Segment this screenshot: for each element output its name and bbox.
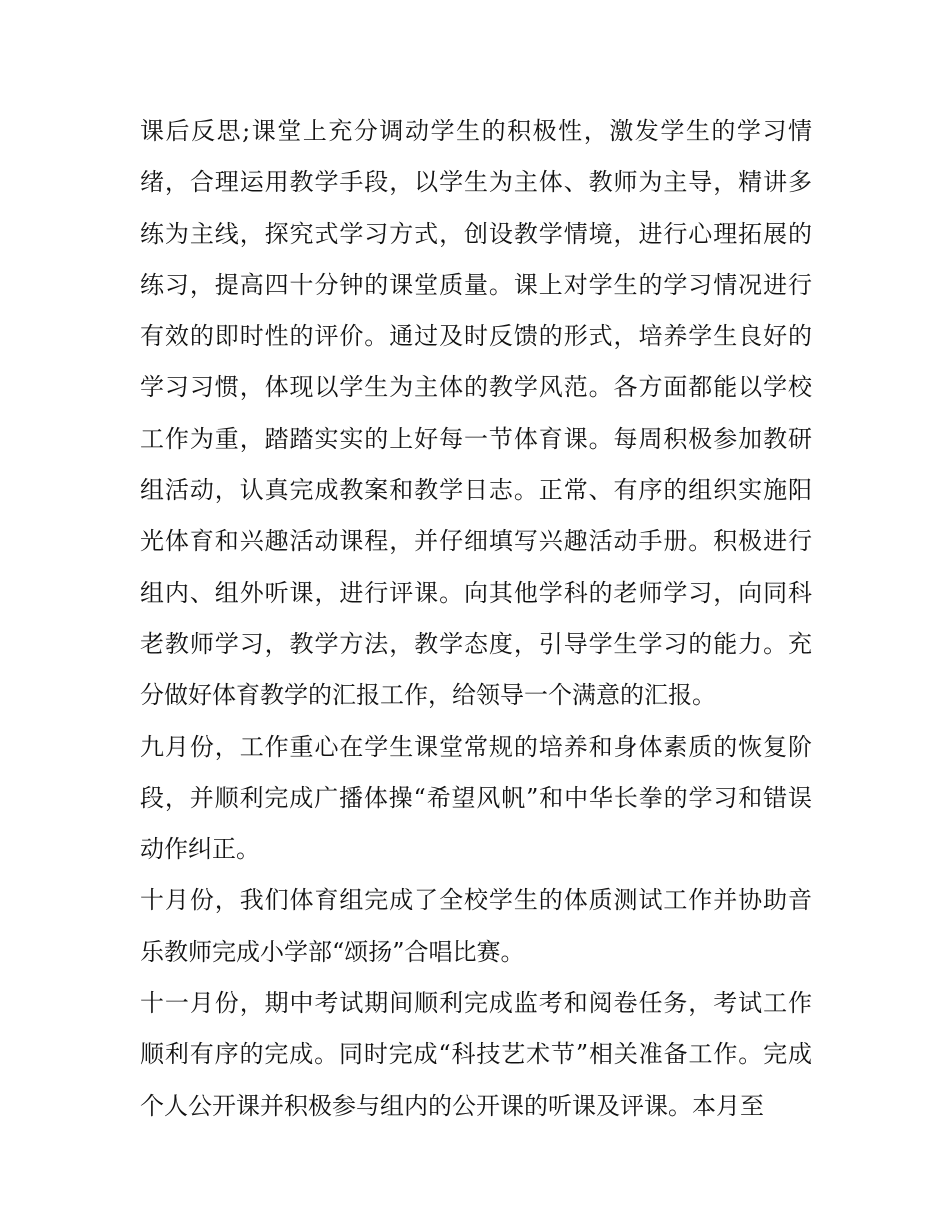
paragraph-reflection [140,106,812,722]
text-line: 顺利有序的完成。同时完成“科技艺术节”相关准备工作。完成 [140,1040,812,1069]
text-line: 十月份，我们体育组完成了全校学生的体质测试工作并协助音 [140,886,812,915]
text-line: 光体育和兴趣活动课程，并仔细填写兴趣活动手册。积极进行 [140,527,812,556]
text-line: 动作纠正。 [140,835,260,864]
paragraph-november [140,978,812,1132]
text-line: 十一月份，期中考试期间顺利完成监考和阅卷任务，考试工作 [140,989,812,1018]
text-line: 乐教师完成小学部“颂扬”合唱比赛。 [140,937,525,966]
text-line: 有效的即时性的评价。通过及时反馈的形式，培养学生良好的 [140,322,812,351]
text-line: 段，并顺利完成广播体操“希望风帆”和中华长拳的学习和错误 [140,783,812,812]
text-line: 工作为重，踏踏实实的上好每一节体育课。每周积极参加教研 [140,424,812,453]
paragraph-october [140,875,812,978]
text-line: 课后反思;课堂上充分调动学生的积极性，激发学生的学习情 [140,117,812,145]
text-line: 练为主线，探究式学习方式，创设教学情境，进行心理拓展的 [140,219,812,248]
text-line: 老教师学习，教学方法，教学态度，引导学生学习的能力。充 [140,629,812,658]
text-line: 组活动，认真完成教案和教学日志。正常、有序的组织实施阳 [140,476,812,505]
text-line: 九月份，工作重心在学生课堂常规的培养和身体素质的恢复阶 [140,732,812,761]
paragraph-september [140,722,812,876]
text-line: 组内、组外听课，进行评课。向其他学科的老师学习，向同科 [140,578,812,607]
document-body [140,106,812,1132]
text-line: 练习，提高四十分钟的课堂质量。课上对学生的学习情况进行 [140,270,812,299]
text-line: 学习习惯，体现以学生为主体的教学风范。各方面都能以学校 [140,373,812,402]
text-line: 个人公开课并积极参与组内的公开课的听课及评课。本月至 [140,1091,764,1120]
text-line: 绪，合理运用教学手段，以学生为主体、教师为主导，精讲多 [140,168,812,197]
text-line: 分做好体育教学的汇报工作，给领导一个满意的汇报。 [140,681,716,710]
